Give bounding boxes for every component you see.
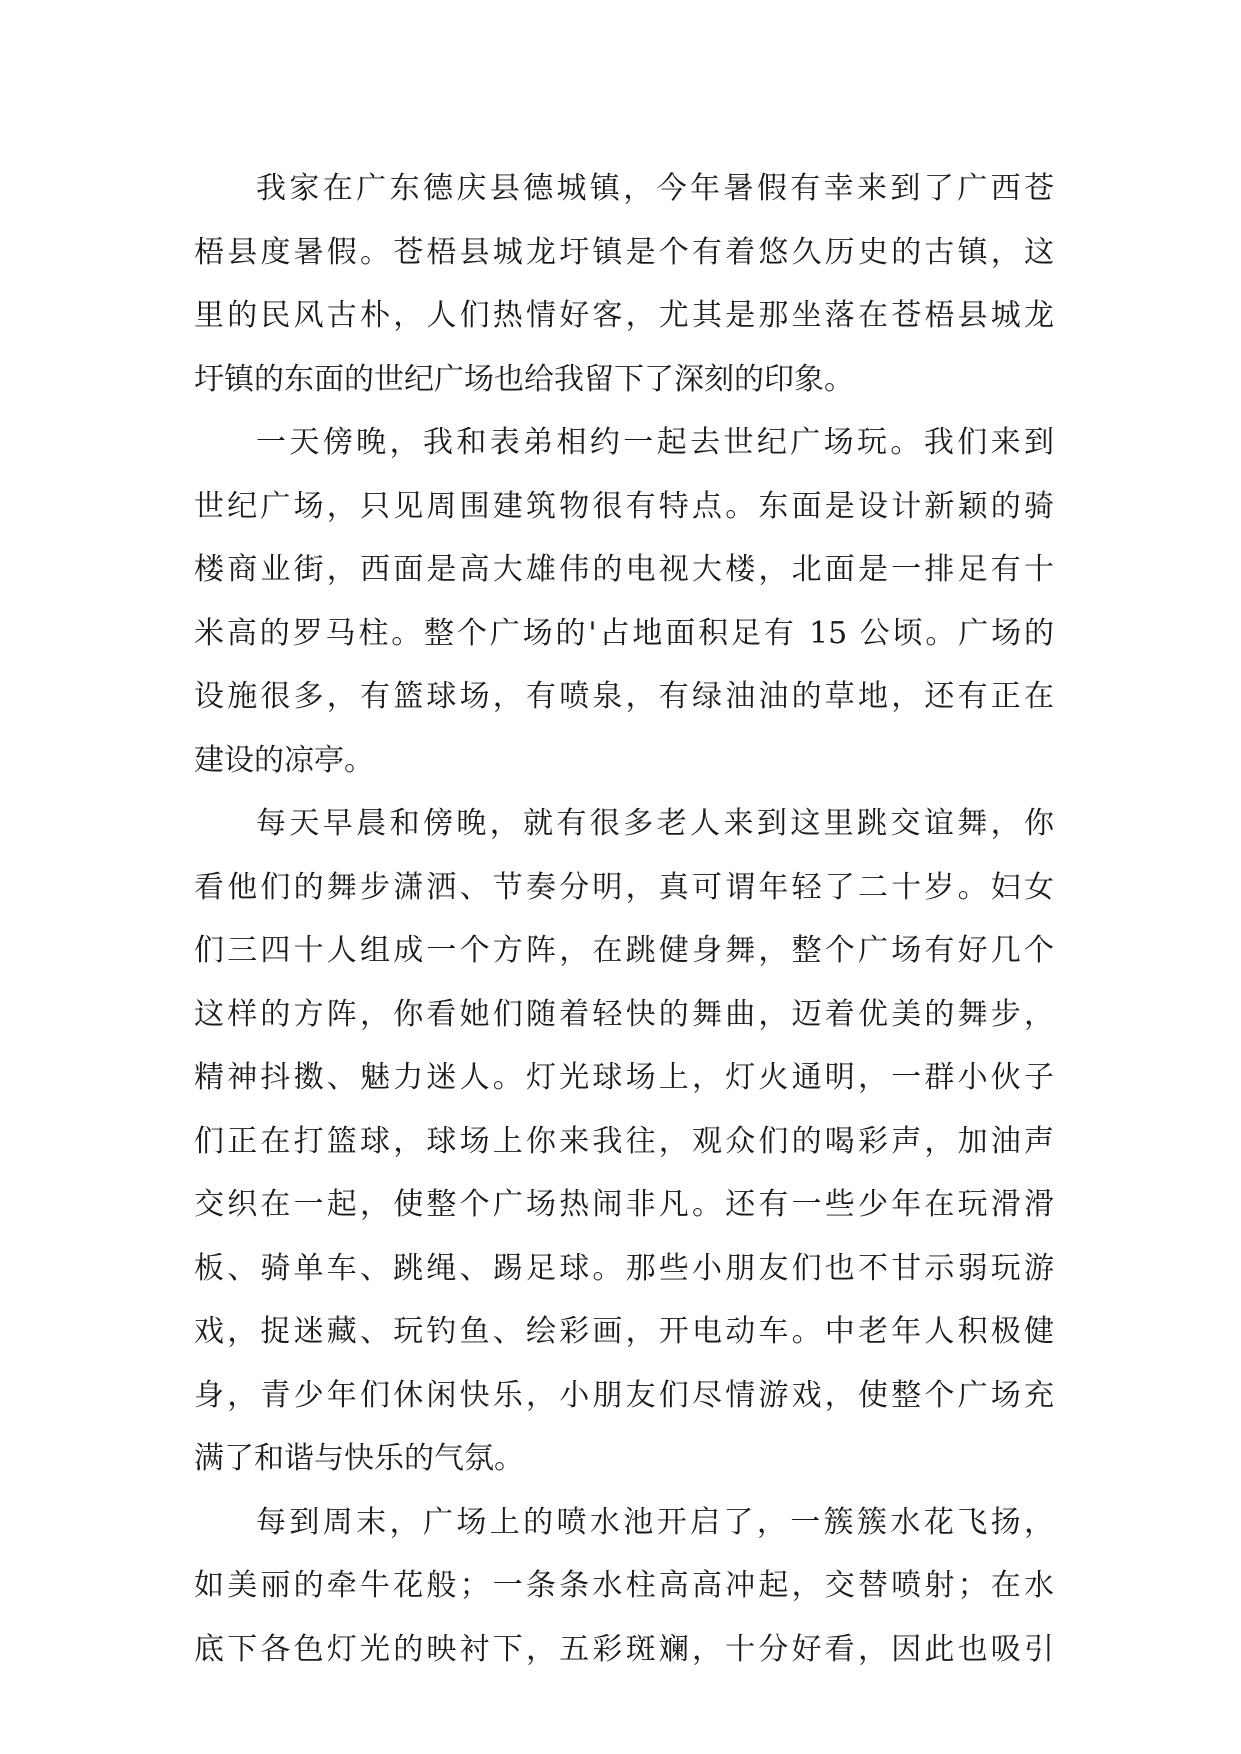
text-line: 楼商业街，西面是高大雄伟的电视大楼，北面是一排足有十 (194, 552, 1054, 587)
text-line: 米高的罗马柱。整个广场的'占地面积足有 15 公顷。广场的 (194, 615, 1054, 651)
paragraph-4 (194, 1491, 1054, 1682)
text-line: 梧县度暑假。苍梧县城龙圩镇是个有着悠久历史的古镇，这 (194, 234, 1054, 270)
text-line: 如美丽的牵牛花般；一条条水柱高高冲起，交替喷射；在水 (194, 1568, 1054, 1603)
text-line: 每到周末，广场上的喷水池开启了，一簇簇水花飞扬， (256, 1504, 1054, 1540)
text-line: 底下各色灯光的映衬下，五彩斑斓，十分好看，因此也吸引 (194, 1631, 1054, 1667)
text-line: 这样的方阵，你看她们随着轻快的舞曲，迈着优美的舞步， (194, 996, 1054, 1032)
text-line: 戏，捉迷藏、玩钓鱼、绘彩画，开电动车。中老年人积极健 (194, 1314, 1054, 1349)
text-line: 世纪广场，只见周围建筑物很有特点。东面是设计新颖的骑 (194, 488, 1054, 524)
text-line: 身，青少年们休闲快乐，小朋友们尽情游戏，使整个广场充 (194, 1377, 1054, 1413)
text-line: 我家在广东德庆县德城镇，今年暑假有幸来到了广西苍 (256, 171, 1054, 206)
text-line: 每天早晨和傍晚，就有很多老人来到这里跳交谊舞，你 (256, 806, 1054, 841)
text-line: 一天傍晚，我和表弟相约一起去世纪广场玩。我们来到 (256, 425, 1054, 460)
text-line: 设施很多，有篮球场，有喷泉，有绿油油的草地，还有正在 (194, 679, 1054, 714)
document-body (194, 157, 1054, 1681)
text-line: 圩镇的东面的世纪广场也给我留下了深刻的印象。 (194, 361, 854, 397)
text-line: 板、骑单车、跳绳、踢足球。那些小朋友们也不甘示弱玩游 (194, 1250, 1054, 1286)
paragraph-1 (194, 157, 1054, 411)
text-line: 们正在打篮球，球场上你来我往，观众们的喝彩声，加油声 (194, 1123, 1054, 1159)
paragraph-2 (194, 411, 1054, 792)
text-line: 里的民风古朴，人们热情好客，尤其是那坐落在苍梧县城龙 (194, 298, 1054, 333)
text-line: 精神抖擞、魅力迷人。灯光球场上，灯火通明，一群小伙子 (194, 1060, 1054, 1095)
text-line: 建设的凉亭。 (194, 742, 374, 778)
text-line: 交织在一起，使整个广场热闹非凡。还有一些少年在玩滑滑 (194, 1187, 1054, 1222)
paragraph-3 (194, 792, 1054, 1491)
text-line: 满了和谐与快乐的气氛。 (194, 1441, 524, 1476)
text-line: 看他们的舞步潇洒、节奏分明，真可谓年轻了二十岁。妇女 (194, 869, 1054, 905)
text-line: 们三四十人组成一个方阵，在跳健身舞，整个广场有好几个 (194, 933, 1054, 968)
